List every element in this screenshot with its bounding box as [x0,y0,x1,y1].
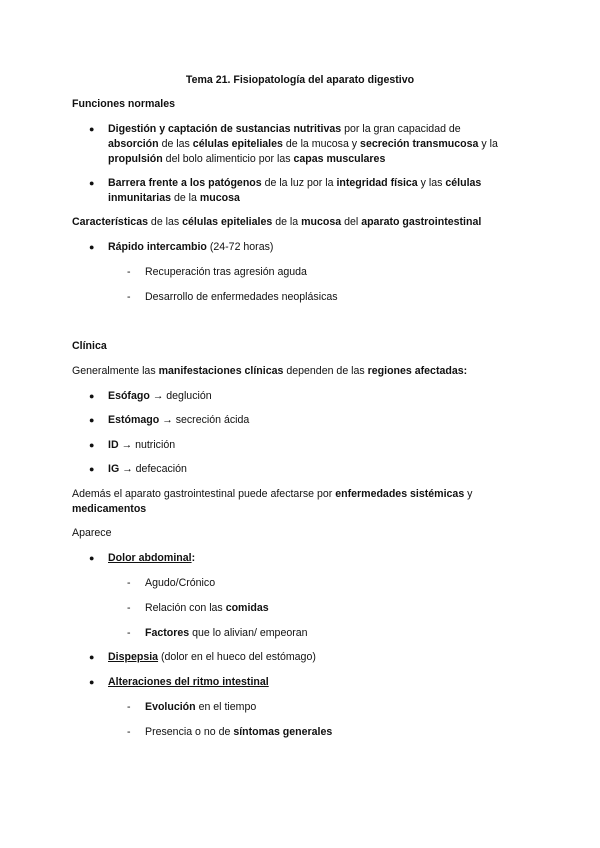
funciones-item-2-line-1: Barrera frente a los patógenos de la luz por la integridad física y las células [108,177,482,189]
caracteristicas-line: Características de las células epiteliales de la mucosa del aparato gastrointestinal [72,216,482,228]
bullet-icon: ● [89,553,95,563]
region-item-esofago: Esófago → deglución [108,390,212,402]
dolor-subitem-2: Relación con las comidas [145,602,269,614]
dash-icon: - [127,726,131,738]
bullet-icon: ● [89,391,95,401]
region-item-id: ID → nutrición [108,439,176,451]
clinica-intro: Generalmente las manifestaciones clínicas dependen de las regiones afectadas: [72,365,468,377]
bullet-icon: ● [89,124,95,134]
region-item-ig: IG → defecación [108,463,187,475]
dash-icon: - [127,602,131,614]
bullet-icon: ● [89,677,95,687]
dolor-abdominal-item: Dolor abdominal: [108,552,196,564]
dash-icon: - [127,701,131,713]
dash-icon: - [127,577,131,589]
dispepsia-item: Dispepsia (dolor en el hueco del estómago) [108,651,316,663]
dolor-subitem-3: Factores que lo alivian/ empeoran [145,627,308,639]
funciones-item-2-line-2: inmunitarias de la mucosa [108,192,240,204]
aparece-label: Aparece [72,527,112,539]
dolor-subitem-1: Agudo/Crónico [145,577,216,589]
dash-icon: - [127,266,131,278]
alteraciones-item: Alteraciones del ritmo intestinal [108,676,269,688]
bullet-icon: ● [89,652,95,662]
funciones-item-1-line-2: absorción de las células epiteliales de la mucosa y secreción transmucosa y la [108,138,498,150]
ademas-line-2: medicamentos [72,503,147,515]
ademas-line-1: Además el aparato gastrointestinal puede afectarse por enfermedades sistémicas y [72,488,473,500]
section-heading-clinica: Clínica [72,340,107,352]
alteraciones-subitem-2: Presencia o no de síntomas generales [145,726,333,738]
bullet-icon: ● [89,178,95,188]
dash-icon: - [127,291,131,303]
caracteristicas-item: Rápido intercambio (24-72 horas) [108,241,274,253]
caracteristicas-subitem-2: Desarrollo de enfermedades neoplásicas [145,291,338,303]
bullet-icon: ● [89,464,95,474]
bullet-icon: ● [89,415,95,425]
bullet-icon: ● [89,242,95,252]
funciones-item-1-line-1: Digestión y captación de sustancias nutritivas por la gran capacidad de [108,123,461,135]
section-heading-funciones: Funciones normales [72,98,176,110]
dash-icon: - [127,627,131,639]
caracteristicas-subitem-1: Recuperación tras agresión aguda [145,266,307,278]
region-item-estomago: Estómago → secreción ácida [108,414,250,426]
bullet-icon: ● [89,440,95,450]
funciones-item-1-line-3: propulsión del bolo alimenticio por las capas musculares [108,153,386,165]
page-title: Tema 21. Fisiopatología del aparato digestivo [185,74,415,86]
alteraciones-subitem-1: Evolución en el tiempo [145,701,257,713]
